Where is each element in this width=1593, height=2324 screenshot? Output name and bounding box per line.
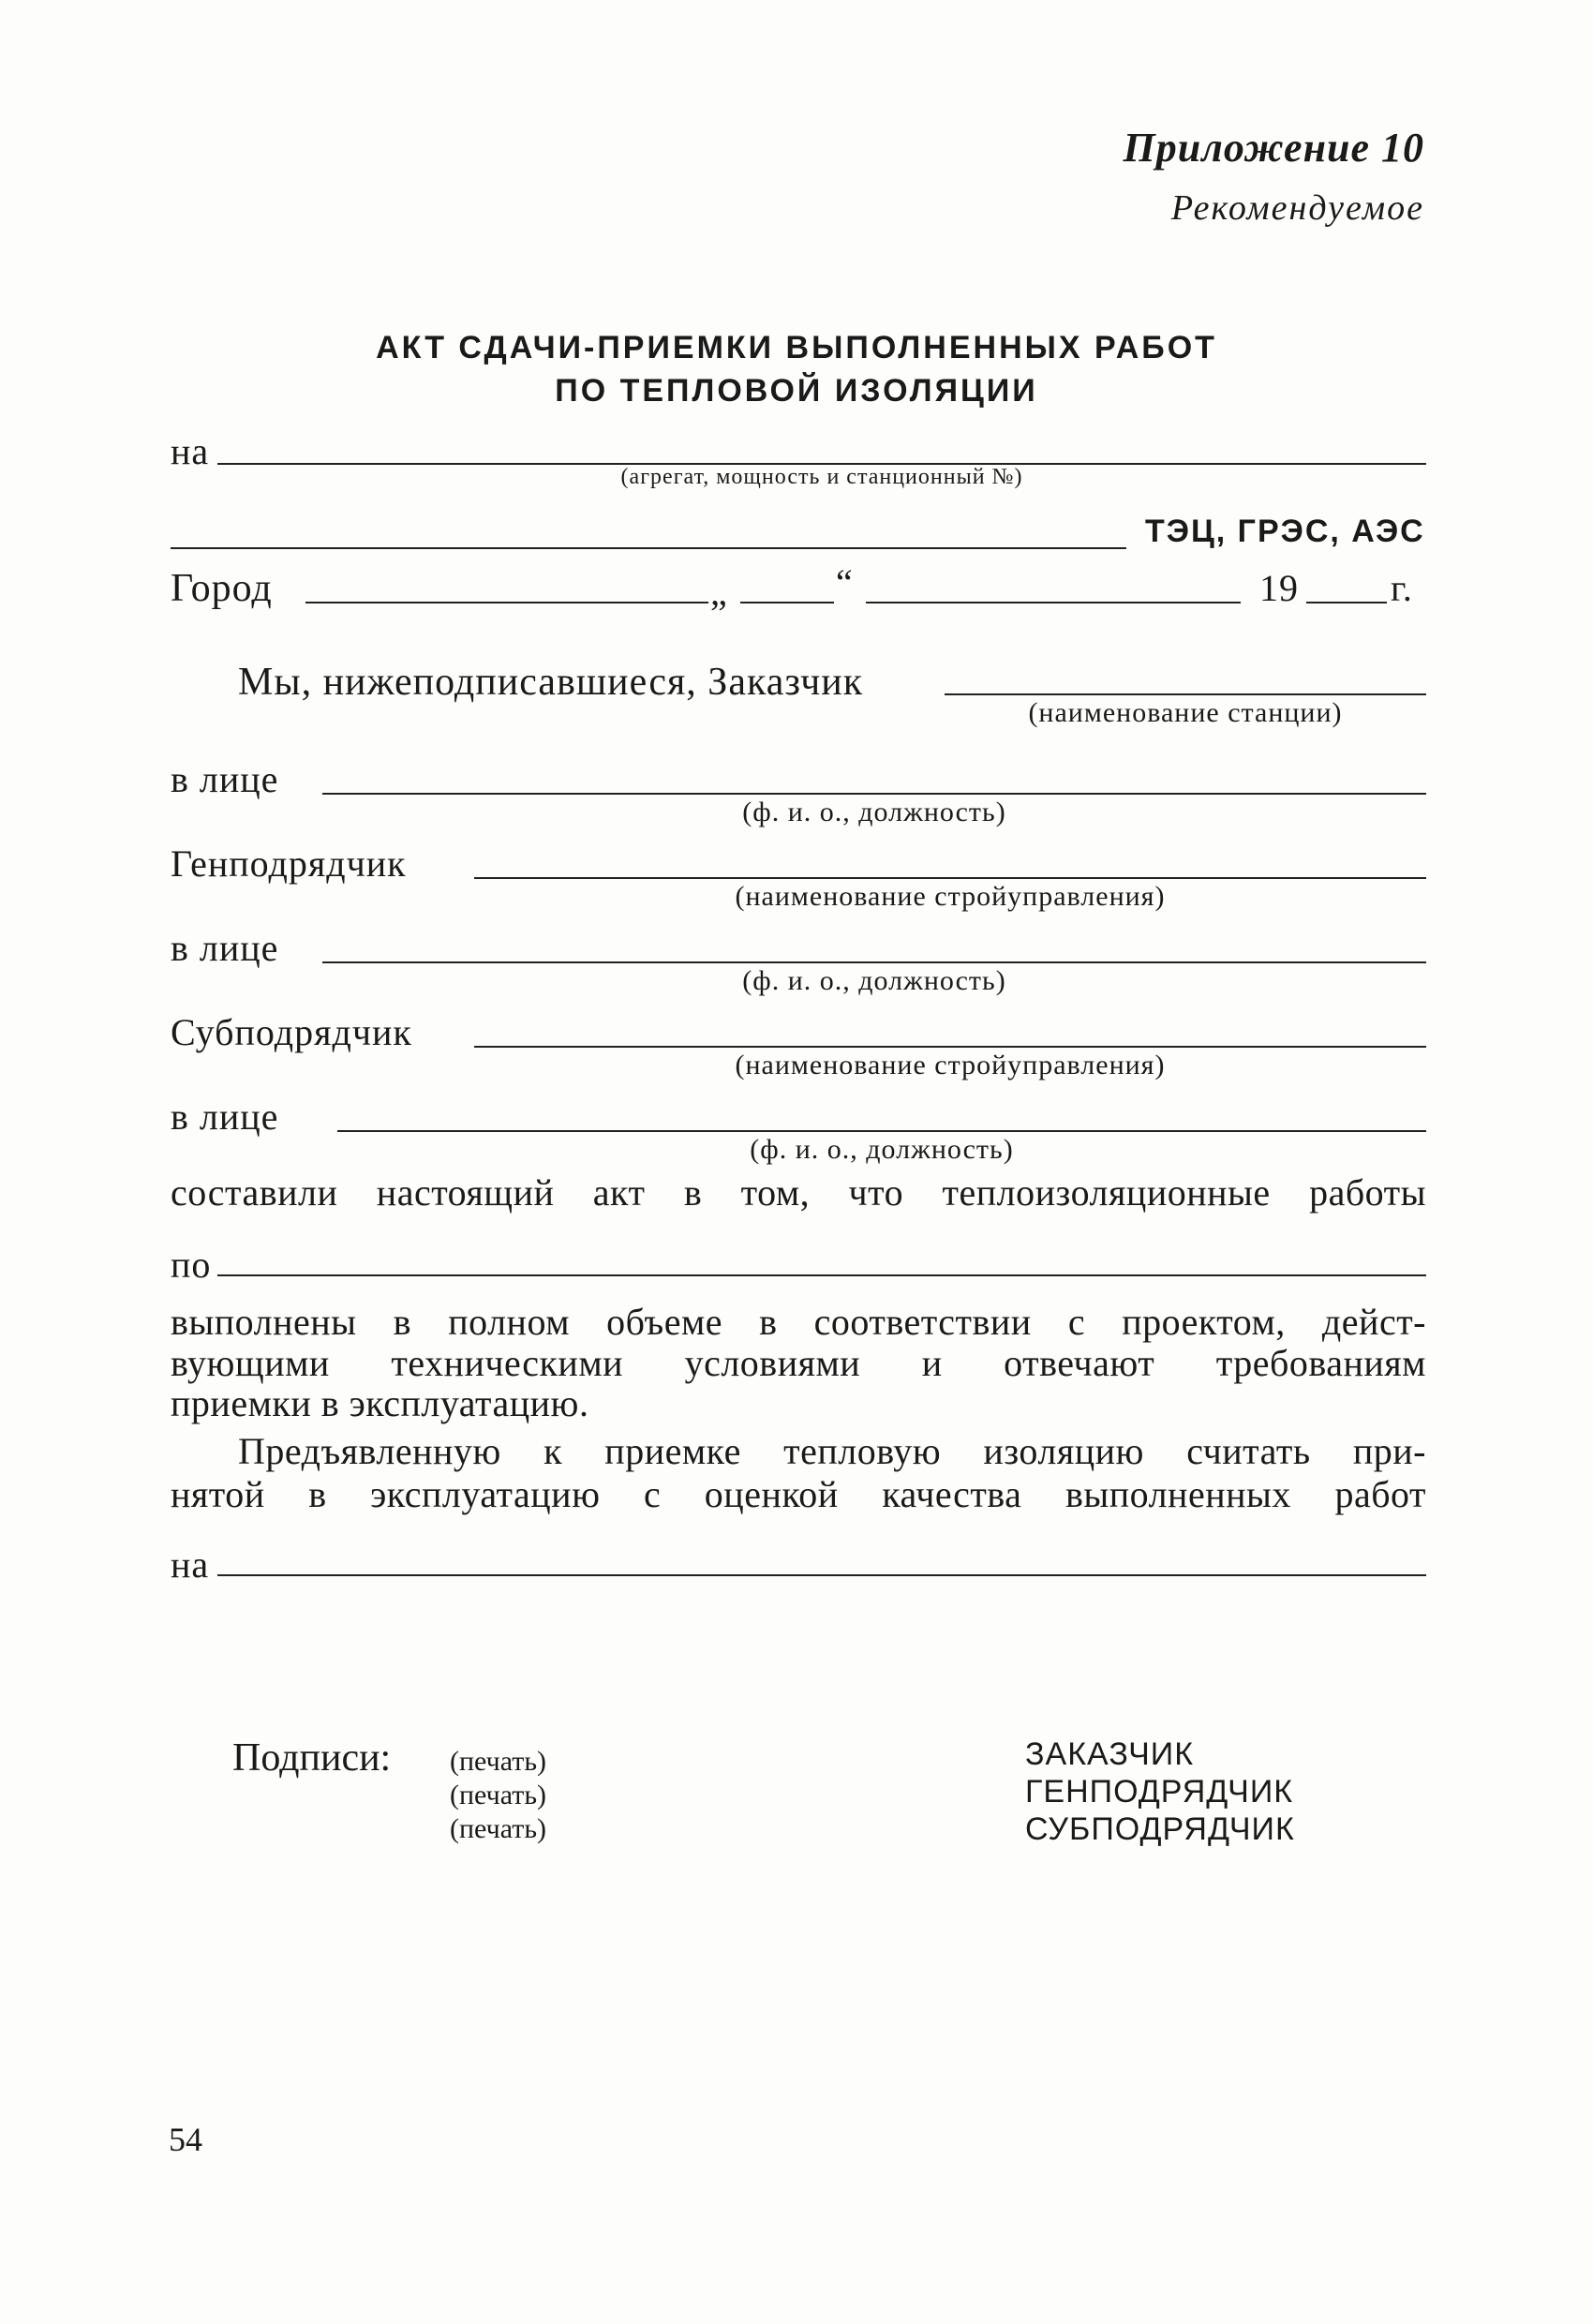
undersigned-customer-label: Мы, нижеподписавшиеся, Заказчик bbox=[238, 661, 864, 704]
year-prefix: 19 bbox=[1259, 567, 1299, 609]
general-contractor-label: Генподрядчик bbox=[171, 842, 407, 885]
station-caption: (наименование станции) bbox=[1028, 697, 1343, 728]
general-contractor-person-label: в лице bbox=[171, 927, 279, 969]
appendix-label: Приложение 10 bbox=[1123, 125, 1424, 171]
general-contractor-person-field-line[interactable] bbox=[322, 961, 1426, 963]
page-number: 54 bbox=[169, 2121, 202, 2158]
general-contractor-field-line[interactable] bbox=[474, 877, 1426, 879]
customer-person-label: в лице bbox=[171, 758, 279, 800]
subcontractor-field-line[interactable] bbox=[474, 1046, 1426, 1048]
on-label: на bbox=[171, 430, 210, 472]
customer-person-field-line[interactable] bbox=[322, 793, 1426, 795]
quality-on-label: на bbox=[171, 1543, 210, 1586]
seal-general-contractor: (печать) bbox=[450, 1780, 547, 1810]
compiled-statement: составили настоящий акт в том, что теплоизоляционные работы bbox=[171, 1171, 1426, 1214]
quote-open: „ bbox=[710, 571, 728, 613]
subcontractor-caption: (наименование стройуправления) bbox=[735, 1050, 1166, 1080]
general-contractor-caption: (наименование стройуправления) bbox=[735, 881, 1166, 912]
city-label: Город bbox=[171, 567, 273, 610]
by-label: по bbox=[171, 1244, 212, 1286]
subcontractor-person-field-line[interactable] bbox=[337, 1130, 1426, 1132]
subcontractor-label: Субподрядчик bbox=[171, 1011, 412, 1053]
recommended-label: Рекомендуемое bbox=[1170, 188, 1424, 228]
done-line-1: выполнены в полном объеме в соответствии с проектом, дейст- bbox=[171, 1301, 1426, 1343]
customer-person-caption: (ф. и. о., должность) bbox=[742, 797, 1006, 827]
role-general-contractor: ГЕНПОДРЯДЧИК bbox=[1025, 1774, 1294, 1810]
done-line-2: вующими техническими условиями и отвечают требованиям bbox=[171, 1342, 1426, 1384]
plant-types-label: ТЭЦ, ГРЭС, АЭС bbox=[1145, 514, 1425, 549]
general-contractor-person-caption: (ф. и. о., должность) bbox=[742, 965, 1006, 996]
role-subcontractor: СУБПОДРЯДЧИК bbox=[1025, 1811, 1295, 1847]
plant-field-line[interactable] bbox=[171, 547, 1126, 549]
quote-close: “ bbox=[836, 561, 854, 603]
signatures-label: Подписи: bbox=[232, 1736, 392, 1780]
seal-subcontractor: (печать) bbox=[450, 1813, 547, 1844]
city-field-line[interactable] bbox=[305, 602, 708, 603]
accept-line-2: нятой в эксплуатацию с оценкой качества выполненных работ bbox=[171, 1473, 1426, 1515]
year-field-line[interactable] bbox=[1306, 602, 1387, 603]
year-suffix: г. bbox=[1391, 567, 1413, 609]
document-title-line1: АКТ СДАЧИ-ПРИЕМКИ ВЫПОЛНЕННЫХ РАБОТ bbox=[376, 330, 1217, 365]
subcontractor-person-caption: (ф. и. о., должность) bbox=[750, 1134, 1014, 1165]
quality-field-line[interactable] bbox=[217, 1574, 1426, 1576]
month-field-line[interactable] bbox=[866, 602, 1241, 603]
accept-line-1: Предъявленную к приемке тепловую изоляцию считать при- bbox=[238, 1430, 1426, 1472]
works-field-line[interactable] bbox=[217, 1274, 1426, 1276]
unit-caption: (агрегат, мощность и станционный №) bbox=[620, 465, 1023, 489]
done-line-3: приемки в эксплуатацию. bbox=[171, 1382, 589, 1424]
seal-customer: (печать) bbox=[450, 1746, 547, 1777]
role-customer: ЗАКАЗЧИК bbox=[1025, 1736, 1195, 1772]
day-field-line[interactable] bbox=[740, 602, 834, 603]
document-title-line2: ПО ТЕПЛОВОЙ ИЗОЛЯЦИИ bbox=[555, 373, 1038, 409]
subcontractor-person-label: в лице bbox=[171, 1095, 279, 1138]
station-field-line[interactable] bbox=[945, 693, 1426, 695]
